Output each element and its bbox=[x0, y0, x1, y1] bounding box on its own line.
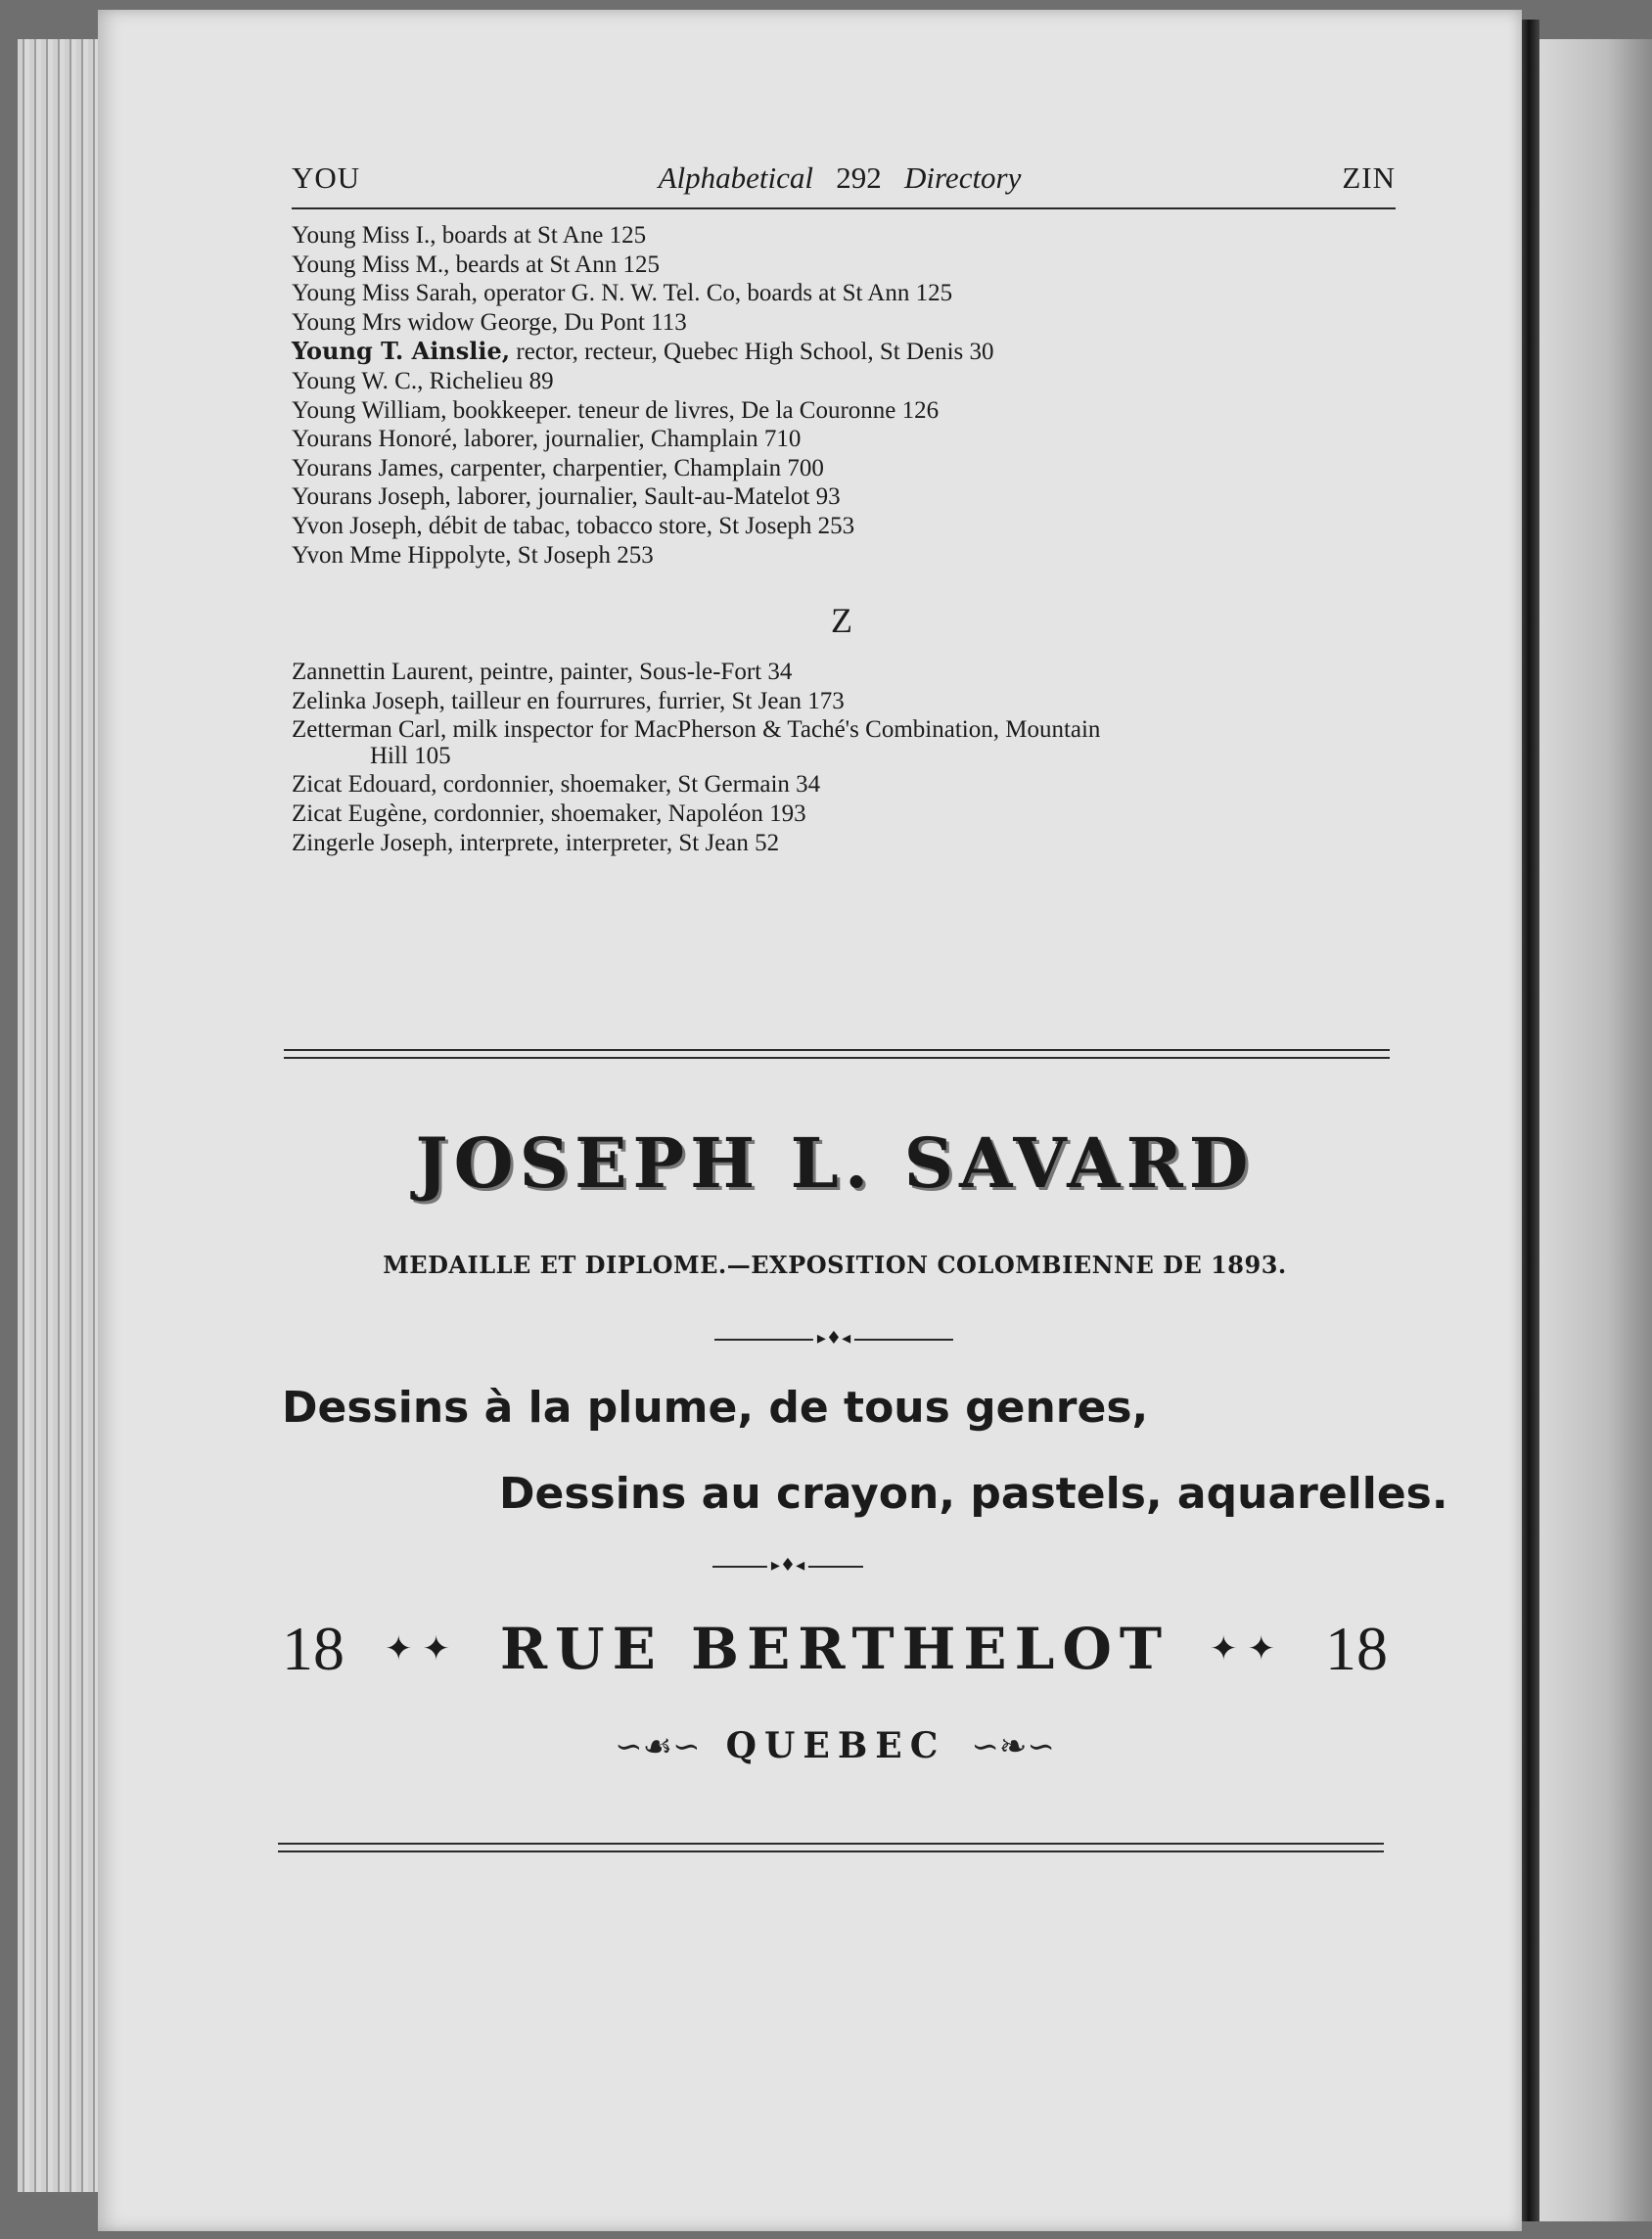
directory-entry: Zicat Edouard, cordonnier, shoemaker, St Germain 34 bbox=[292, 771, 821, 799]
street-number-left: 18 bbox=[282, 1614, 344, 1683]
page-header bbox=[292, 157, 1396, 209]
ornament-divider bbox=[714, 1328, 953, 1348]
advert-medal: MEDAILLE ET DIPLOME.—EXPOSITION COLOMBIENNE DE 1893. bbox=[383, 1251, 1287, 1279]
cross-ornament-icon: ✦✦ bbox=[384, 1631, 460, 1668]
street-number-right: 18 bbox=[1324, 1614, 1388, 1683]
ornament-icon: ▸♦◂ bbox=[767, 1557, 808, 1575]
entries-z-list bbox=[292, 658, 1398, 857]
ornament-divider bbox=[712, 1555, 863, 1576]
directory-entry: Young Miss Sarah, operator G. N. W. Tel. Co, boards at St Ann 125 bbox=[292, 280, 953, 307]
flourish-right-icon: ∽❧∽ bbox=[971, 1727, 1055, 1766]
header-title-alphabetical: Alphabetical bbox=[658, 160, 814, 195]
advert-city-line bbox=[282, 1725, 1388, 1766]
directory-entry-wrapped bbox=[292, 715, 1398, 770]
directory-entry: Yourans Joseph, laborer, journalier, Sault-au-Matelot 93 bbox=[292, 483, 841, 511]
advert-top-rule bbox=[284, 1049, 1390, 1059]
advert-line-crayon-drawings: Dessins au crayon, pastels, aquarelles. bbox=[499, 1469, 1448, 1519]
entry-bold-name: Young T. Ainslie, bbox=[292, 337, 511, 366]
directory-entry: Yourans James, carpenter, charpentier, Champlain 700 bbox=[292, 454, 824, 481]
directory-entry: Yvon Joseph, débit de tabac, tobacco store, St Joseph 253 bbox=[292, 512, 855, 539]
ornament-icon: ▸♦◂ bbox=[813, 1330, 854, 1348]
header-left-guide: YOU bbox=[292, 160, 361, 195]
flourish-left-icon: ∽☙∽ bbox=[615, 1727, 701, 1766]
directory-entry: Yourans Honoré, laborer, journalier, Champlain 710 bbox=[292, 426, 802, 453]
header-title bbox=[595, 160, 1084, 196]
street-name: RUE BERTHELOT bbox=[499, 1616, 1170, 1682]
directory-entry: Zannettin Laurent, peintre, painter, Sous-le-Fort 34 bbox=[292, 659, 793, 685]
advert-line-pen-drawings: Dessins à la plume, de tous genres, bbox=[282, 1383, 1149, 1433]
advert-bottom-rule bbox=[278, 1843, 1384, 1852]
directory-entry: Zicat Eugène, cordonnier, shoemaker, Napoléon 193 bbox=[292, 800, 806, 827]
directory-entry: Zelinka Joseph, tailleur en fourrures, furrier, St Jean 173 bbox=[292, 687, 845, 714]
page-number: 292 bbox=[836, 160, 882, 195]
header-right-guide: ZIN bbox=[1342, 160, 1396, 195]
section-letter: Z bbox=[831, 601, 852, 640]
directory-entry: Young Miss M., beards at St Ann 125 bbox=[292, 251, 660, 278]
advert-name: JOSEPH L. SAVARD bbox=[415, 1122, 1255, 1204]
header-title-directory: Directory bbox=[904, 160, 1022, 195]
directory-entry: Young Miss I., boards at St Ane 125 bbox=[292, 222, 647, 249]
directory-entry: Zingerle Joseph, interprete, interpreter, St Jean 52 bbox=[292, 829, 780, 856]
book-spine bbox=[1522, 20, 1539, 2221]
cross-ornament-icon: ✦✦ bbox=[1210, 1631, 1286, 1668]
facing-page-edge bbox=[1539, 39, 1652, 2221]
advert-address bbox=[282, 1613, 1388, 1685]
entries-y-list bbox=[292, 221, 1398, 570]
entry-line-1: Zetterman Carl, milk inspector for MacPherson & Taché's Combination, Mountain bbox=[292, 716, 1101, 744]
directory-entry: Young William, bookkeeper. teneur de livres, De la Couronne 126 bbox=[292, 396, 940, 424]
advert-city: QUEBEC bbox=[725, 1725, 946, 1766]
entry-line-2: Hill 105 bbox=[370, 742, 451, 769]
directory-entry-bold bbox=[292, 337, 1398, 367]
entry-bold-rest: rector, recteur, Quebec High School, St Denis 30 bbox=[510, 339, 994, 366]
directory-entry: Yvon Mme Hippolyte, St Joseph 253 bbox=[292, 541, 654, 569]
directory-entry: Young W. C., Richelieu 89 bbox=[292, 367, 554, 394]
directory-entry: Young Mrs widow George, Du Pont 113 bbox=[292, 308, 687, 336]
